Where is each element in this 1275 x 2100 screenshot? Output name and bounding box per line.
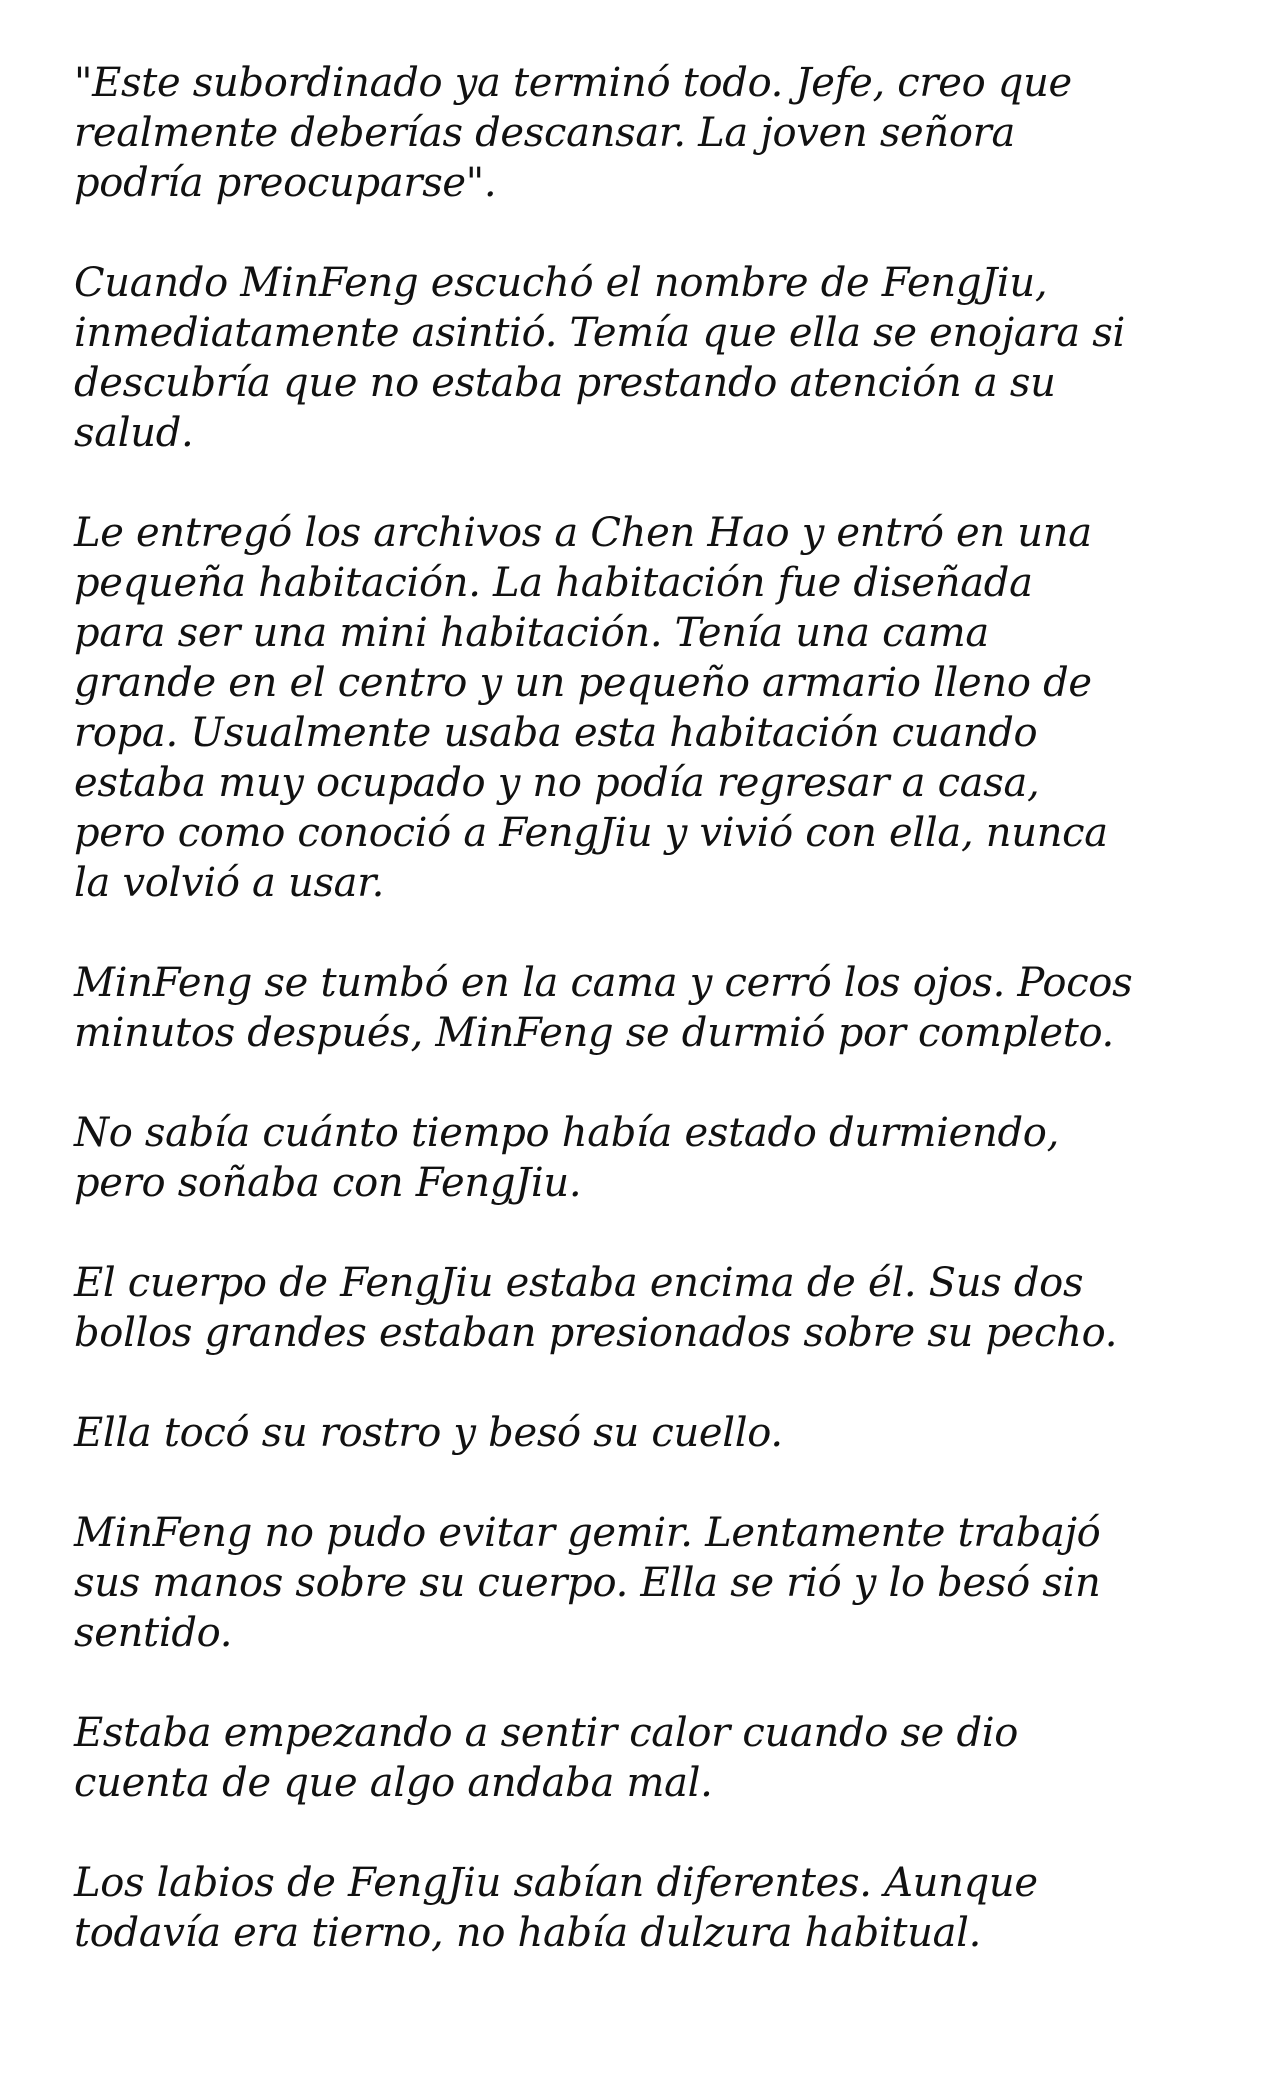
paragraph-6: El cuerpo de FengJiu estaba encima de él. Sus dos bollos grandes estaban presionados sobre su pecho. [74, 1260, 1118, 1356]
paragraph-10: Los labios de FengJiu sabían diferentes. Aunque todavía era tierno, no había dulzura habitual. [74, 1860, 1038, 1956]
paragraph-2: Cuando MinFeng escuchó el nombre de FengJiu, inmediatamente asintió. Temía que ella se enojara si descubría que no estaba prestando atención a su salud. [74, 260, 1125, 456]
paragraph-5: No sabía cuánto tiempo había estado durmiendo, pero soñaba con FengJiu. [74, 1110, 1059, 1206]
paragraph-8: MinFeng no pudo evitar gemir. Lentamente trabajó sus manos sobre su cuerpo. Ella se rió y lo besó sin sentido. [74, 1510, 1101, 1656]
paragraph-4: MinFeng se tumbó en la cama y cerró los ojos. Pocos minutos después, MinFeng se durmió por completo. [74, 960, 1133, 1056]
paragraph-1: "Este subordinado ya terminó todo. Jefe, creo que realmente deberías descansar. La joven señora podría preocuparse". [74, 60, 1072, 206]
paragraph-9: Estaba empezando a sentir calor cuando se dio cuenta de que algo andaba mal. [74, 1710, 1019, 1806]
paragraph-7: Ella tocó su rostro y besó su cuello. [74, 1410, 783, 1456]
document-page [74, 58, 1234, 2008]
paragraph-3: Le entregó los archivos a Chen Hao y entró en una pequeña habitación. La habitación fue diseñada para ser una mini habitación. Tenía una cama grande en el centro y un pequeño armario lleno de ropa. Usualmente usaba esta habitación cuando estaba muy ocupado y no podía regresar a casa, pero como conoció a FengJiu y vivió con ella, nunca la volvió a usar. [74, 510, 1108, 906]
